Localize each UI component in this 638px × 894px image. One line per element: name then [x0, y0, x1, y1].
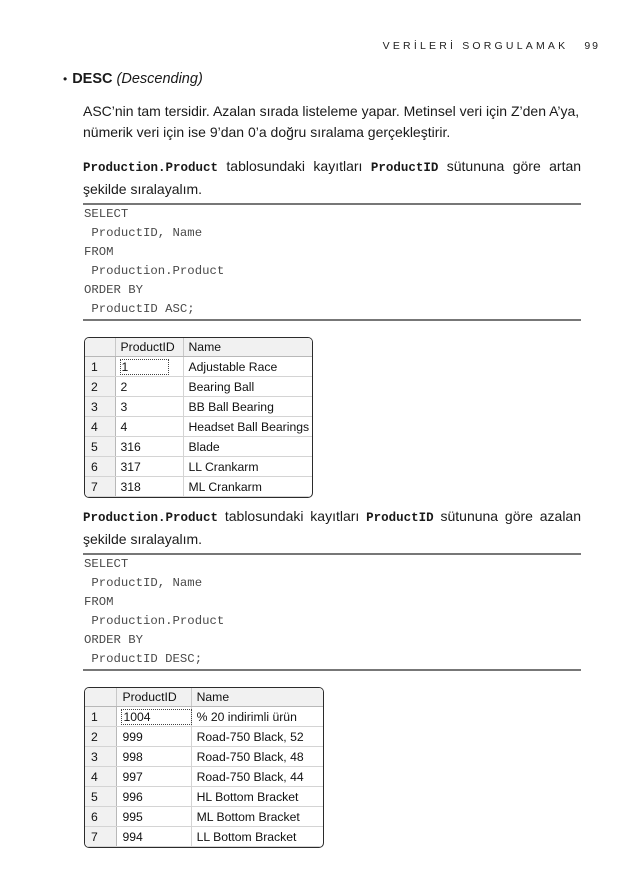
desc-results-grid[interactable]: [84, 687, 324, 848]
name-cell[interactable]: BB Ball Bearing: [183, 397, 312, 417]
table-row[interactable]: [85, 767, 323, 787]
name-cell[interactable]: LL Crankarm: [183, 457, 312, 477]
page-number: 99: [584, 40, 600, 52]
asc-text-part2: sütununa göre artan: [446, 158, 582, 174]
desc-text-part2: sütununa göre azalan: [440, 508, 582, 524]
name-cell[interactable]: LL Bottom Bracket: [191, 827, 323, 847]
code-line: Production.Product: [84, 264, 225, 278]
name-cell[interactable]: Bearing Ball: [183, 377, 312, 397]
desc-term: DESC: [72, 71, 113, 87]
table-row[interactable]: [85, 827, 323, 847]
intro-line-1: ASC’nin tam tersidir. Azalan sırada listeleme yapar. Metinsel veri için Z’den A’ya,: [83, 103, 580, 119]
productid-cell[interactable]: 4: [115, 417, 183, 437]
grid-header-row: [85, 338, 312, 357]
name-cell[interactable]: % 20 indirimli ürün: [191, 707, 323, 727]
asc-table-name: Production.Product: [83, 161, 219, 175]
name-cell[interactable]: Adjustable Race: [183, 357, 312, 377]
productid-cell[interactable]: 318: [115, 477, 183, 497]
desc-example-line-2: şekilde sıralayalım.: [83, 531, 203, 547]
productid-cell[interactable]: 3: [115, 397, 183, 417]
grid-corner-cell[interactable]: [85, 688, 117, 707]
desc-table-name: Production.Product: [83, 511, 219, 525]
column-header-name[interactable]: Name: [191, 688, 323, 707]
asc-code-block: [83, 203, 581, 321]
code-line: Production.Product: [84, 614, 225, 628]
desc-example-line-1: [83, 506, 581, 529]
asc-column-name: ProductID: [370, 161, 439, 175]
bullet-icon: •: [63, 72, 68, 86]
code-line: ORDER BY: [84, 633, 144, 647]
productid-cell[interactable]: 317: [115, 457, 183, 477]
productid-cell[interactable]: 2: [115, 377, 183, 397]
row-number[interactable]: 6: [85, 457, 115, 477]
productid-cell[interactable]: [117, 707, 191, 727]
table-row[interactable]: [85, 707, 323, 727]
table-row[interactable]: [85, 747, 323, 767]
productid-cell[interactable]: 996: [117, 787, 191, 807]
row-number[interactable]: 2: [85, 727, 117, 747]
productid-cell[interactable]: 995: [117, 807, 191, 827]
row-number[interactable]: 4: [85, 767, 117, 787]
table-row[interactable]: [85, 437, 312, 457]
column-header-name[interactable]: Name: [183, 338, 312, 357]
name-cell[interactable]: Road-750 Black, 52: [191, 727, 323, 747]
name-cell[interactable]: Blade: [183, 437, 312, 457]
table-row[interactable]: [85, 377, 312, 397]
asc-example-line-2: şekilde sıralayalım.: [83, 181, 203, 197]
row-number[interactable]: 5: [85, 787, 117, 807]
row-number[interactable]: 7: [85, 827, 117, 847]
code-line: SELECT: [84, 557, 129, 571]
desc-column-name: ProductID: [366, 511, 434, 525]
column-header-productid[interactable]: ProductID: [115, 338, 183, 357]
name-cell[interactable]: Road-750 Black, 44: [191, 767, 323, 787]
desc-code-block: [83, 553, 581, 671]
chapter-title: VERİLERİ SORGULAMAK: [382, 40, 569, 52]
productid-cell[interactable]: 999: [117, 727, 191, 747]
row-number[interactable]: 1: [85, 357, 115, 377]
asc-example-text: [83, 156, 581, 200]
name-cell[interactable]: ML Bottom Bracket: [191, 807, 323, 827]
table-row[interactable]: [85, 417, 312, 437]
code-line: FROM: [84, 595, 114, 609]
table-row[interactable]: [85, 477, 312, 497]
row-number[interactable]: 2: [85, 377, 115, 397]
asc-example-line-1: [83, 156, 581, 179]
asc-text-part1: tablosundaki kayıtları: [226, 158, 363, 174]
row-number[interactable]: 3: [85, 747, 117, 767]
grid-header-row: [85, 688, 323, 707]
productid-cell[interactable]: 316: [115, 437, 183, 457]
productid-cell[interactable]: [115, 357, 183, 377]
asc-results-grid[interactable]: [84, 337, 313, 498]
asc-results-table: [85, 338, 312, 497]
code-line: FROM: [84, 245, 114, 259]
table-row[interactable]: [85, 727, 323, 747]
table-row[interactable]: [85, 397, 312, 417]
code-line: ProductID DESC;: [84, 652, 203, 666]
productid-cell[interactable]: 994: [117, 827, 191, 847]
name-cell[interactable]: ML Crankarm: [183, 477, 312, 497]
row-number[interactable]: 3: [85, 397, 115, 417]
desc-results-table: [85, 688, 323, 847]
productid-cell[interactable]: 998: [117, 747, 191, 767]
table-row[interactable]: [85, 787, 323, 807]
desc-heading: [63, 71, 203, 87]
desc-text-part1: tablosundaki kayıtları: [224, 508, 360, 524]
row-number[interactable]: 6: [85, 807, 117, 827]
grid-corner-cell[interactable]: [85, 338, 115, 357]
table-row[interactable]: [85, 807, 323, 827]
table-row[interactable]: [85, 457, 312, 477]
selected-cell-value: 1: [121, 360, 169, 374]
intro-paragraph: [83, 101, 581, 143]
intro-line-2: nümerik veri için ise 9’dan 0’a doğru sıralama gerçekleştirir.: [83, 124, 451, 140]
code-line: SELECT: [84, 207, 129, 221]
name-cell[interactable]: HL Bottom Bracket: [191, 787, 323, 807]
productid-cell[interactable]: 997: [117, 767, 191, 787]
name-cell[interactable]: Headset Ball Bearings: [183, 417, 312, 437]
code-line: ProductID, Name: [84, 576, 203, 590]
row-number[interactable]: 4: [85, 417, 115, 437]
code-line: ProductID, Name: [84, 226, 203, 240]
desc-example-text: [83, 506, 581, 550]
code-line: ProductID ASC;: [84, 302, 195, 316]
row-number[interactable]: 7: [85, 477, 115, 497]
row-number[interactable]: 1: [85, 707, 117, 727]
table-row[interactable]: [85, 357, 312, 377]
desc-term-note: (Descending): [116, 71, 203, 87]
running-header: [0, 40, 600, 52]
selected-cell-value: 1004: [122, 710, 190, 724]
name-cell[interactable]: Road-750 Black, 48: [191, 747, 323, 767]
column-header-productid[interactable]: ProductID: [117, 688, 191, 707]
row-number[interactable]: 5: [85, 437, 115, 457]
code-line: ORDER BY: [84, 283, 144, 297]
